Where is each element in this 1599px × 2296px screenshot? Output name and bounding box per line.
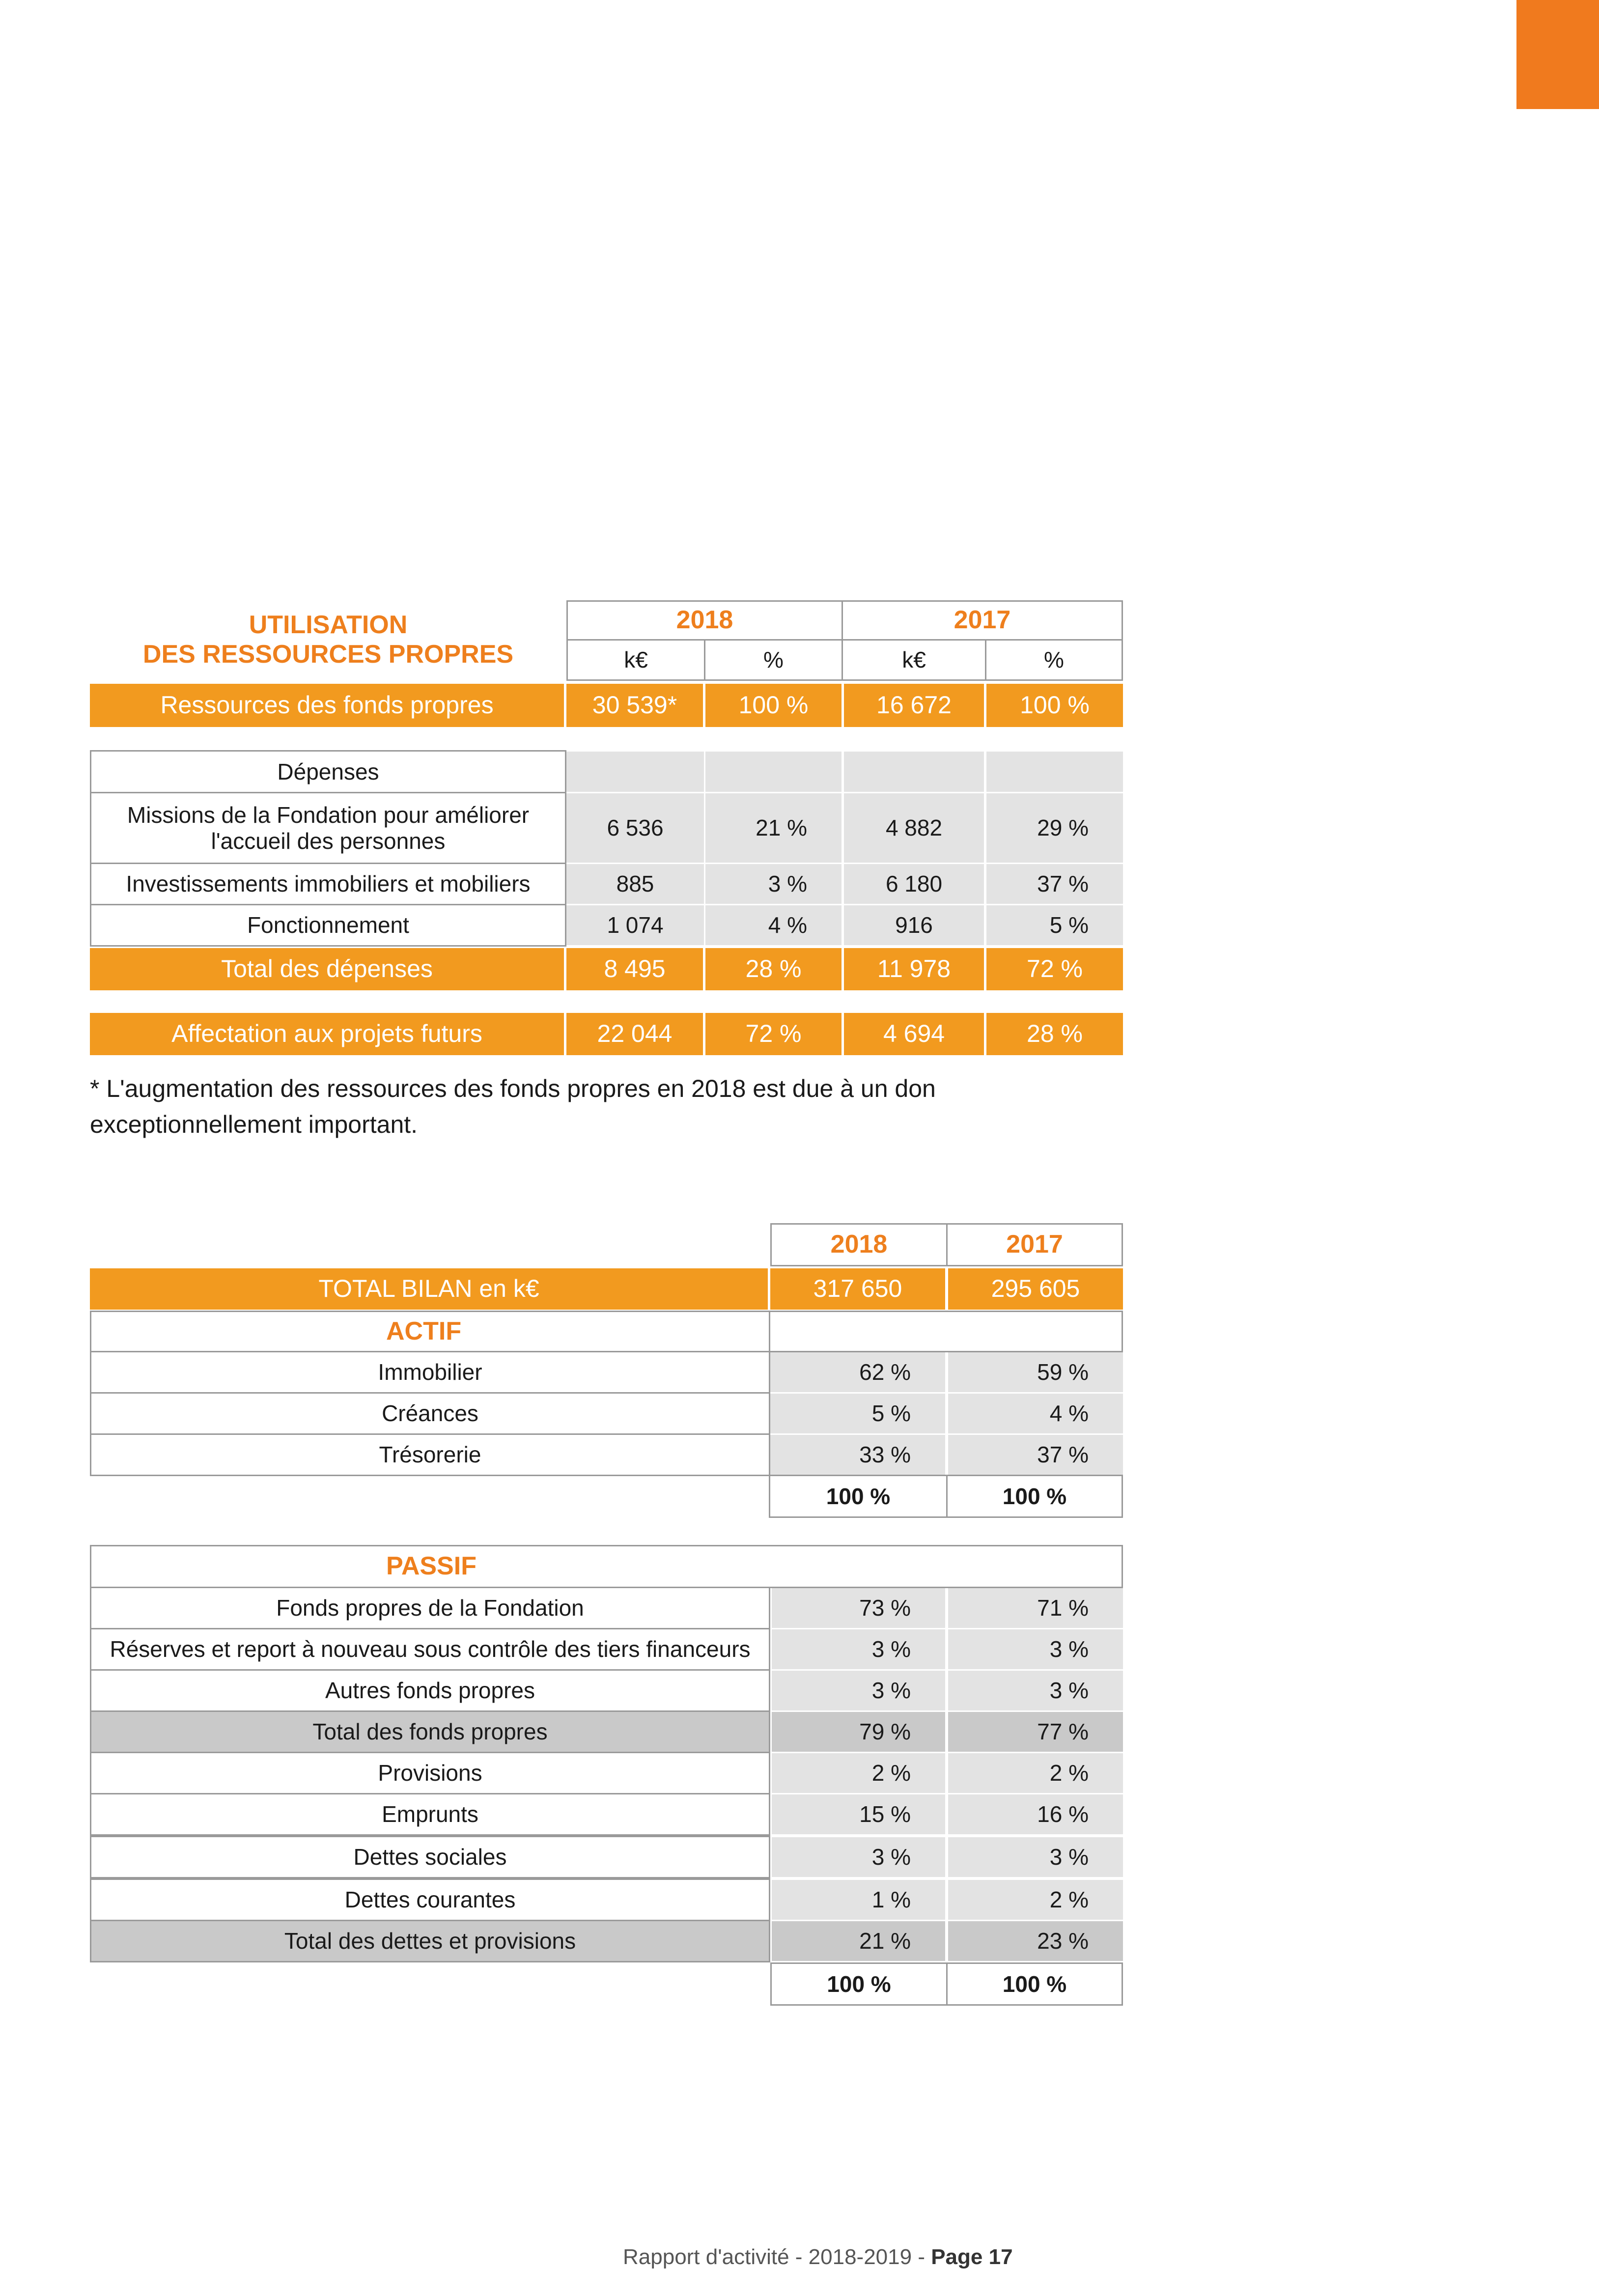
actif-title-fill: [769, 1311, 1123, 1352]
depenses-header-fill: [986, 752, 1123, 792]
unit-keur-2017: k€: [842, 639, 986, 681]
affectation-2017-keur: 4 694: [844, 1013, 984, 1055]
passif-row-value-2017: 3 %: [948, 1671, 1123, 1710]
passif-row-value-2018: 2 %: [772, 1753, 945, 1793]
depenses-header-fill: [844, 752, 984, 792]
passif-row-value-2018: 3 %: [772, 1837, 945, 1877]
utilisation-title-line2: DES RESSOURCES PROPRES: [142, 640, 514, 669]
passif-row-label: Provisions: [90, 1752, 770, 1794]
row-missions-2018-pct: 21 %: [705, 793, 842, 863]
page-footer: [623, 2245, 1013, 2269]
passif-row-value-2017: 3 %: [948, 1837, 1123, 1877]
row-missions-2018-keur: 6 536: [566, 793, 704, 863]
utilisation-title-line1: UTILISATION: [249, 610, 408, 639]
actif-row-immobilier-label: Immobilier: [90, 1351, 770, 1394]
depenses-header-fill: [705, 752, 842, 792]
row-missions-label: Missions de la Fondation pour améliorer l'accueil des personnes: [90, 792, 566, 864]
footnote: * L'augmentation des ressources des fonds propres en 2018 est due à un don exceptionnellement important.: [90, 1075, 936, 1138]
ressources-label: Ressources des fonds propres: [90, 684, 564, 727]
year-2018-header: 2018: [566, 600, 843, 641]
ressources-2017-pct: 100 %: [986, 684, 1123, 727]
bilan-year-2017: 2017: [946, 1223, 1123, 1266]
affectation-2018-pct: 72 %: [705, 1013, 842, 1055]
passif-row-label: Fonds propres de la Fondation: [90, 1587, 770, 1629]
affectation-2017-pct: 28 %: [986, 1013, 1123, 1055]
actif-row-creances-2017: 4 %: [948, 1394, 1123, 1433]
actif-row-tresorerie-2018: 33 %: [770, 1435, 945, 1475]
total-bilan-2017: 295 605: [948, 1268, 1123, 1310]
affectation-2018-keur: 22 044: [566, 1013, 703, 1055]
total-depenses-2017-pct: 72 %: [986, 948, 1123, 990]
passif-total-fonds-propres-2017: 77 %: [948, 1712, 1123, 1752]
row-investissements-label: Investissements immobiliers et mobiliers: [90, 863, 566, 905]
passif-sum-2017: 100 %: [946, 1962, 1123, 2006]
passif-row-value-2018: 1 %: [772, 1880, 945, 1920]
passif-row-value-2017: 16 %: [948, 1794, 1123, 1834]
depenses-header-fill: [566, 752, 704, 792]
row-investissements-2017-pct: 37 %: [986, 864, 1123, 904]
passif-title: PASSIF: [90, 1545, 1123, 1588]
actif-sum-2018: 100 %: [769, 1475, 948, 1518]
affectation-label: Affectation aux projets futurs: [90, 1013, 564, 1055]
actif-row-tresorerie-label: Trésorerie: [90, 1433, 770, 1476]
passif-row-value-2017: 71 %: [948, 1588, 1123, 1628]
row-investissements-2017-keur: 6 180: [844, 864, 984, 904]
actif-sum-2017: 100 %: [946, 1475, 1123, 1518]
row-investissements-2018-keur: 885: [566, 864, 704, 904]
ressources-2017-keur: 16 672: [844, 684, 984, 727]
row-fonctionnement-2018-keur: 1 074: [566, 905, 704, 945]
actif-row-immobilier-2018: 62 %: [770, 1352, 945, 1392]
row-fonctionnement-label: Fonctionnement: [90, 904, 566, 947]
row-fonctionnement-2018-pct: 4 %: [705, 905, 842, 945]
total-depenses-2017-keur: 11 978: [844, 948, 984, 990]
passif-row-value-2018: 15 %: [772, 1794, 945, 1834]
passif-row-label: Dettes courantes: [90, 1878, 770, 1921]
passif-row-label: Réserves et report à nouveau sous contrôle des tiers financeurs: [90, 1628, 770, 1671]
footer-text: Rapport d'activité - 2018-2019 -: [623, 2245, 931, 2269]
actif-row-immobilier-2017: 59 %: [948, 1352, 1123, 1392]
passif-sum-2018: 100 %: [770, 1962, 948, 2006]
actif-row-tresorerie-2017: 37 %: [948, 1435, 1123, 1475]
row-investissements-2018-pct: 3 %: [705, 864, 842, 904]
unit-pct-2018: %: [704, 639, 843, 681]
year-2017-header: 2017: [842, 600, 1123, 641]
total-bilan-label: TOTAL BILAN en k€: [90, 1268, 768, 1310]
bilan-year-2018: 2018: [770, 1223, 948, 1266]
total-depenses-2018-pct: 28 %: [705, 948, 842, 990]
passif-total-dettes-label: Total des dettes et provisions: [90, 1920, 770, 1962]
utilisation-title: [90, 612, 566, 668]
actif-row-creances-2018: 5 %: [770, 1394, 945, 1433]
passif-row-value-2017: 3 %: [948, 1629, 1123, 1669]
ressources-2018-keur: 30 539*: [566, 684, 703, 727]
passif-row-value-2018: 3 %: [772, 1629, 945, 1669]
row-missions-2017-pct: 29 %: [986, 793, 1123, 863]
passif-row-value-2017: 2 %: [948, 1880, 1123, 1920]
ressources-2018-pct: 100 %: [705, 684, 842, 727]
total-bilan-2018: 317 650: [770, 1268, 945, 1310]
passif-row-value-2018: 73 %: [772, 1588, 945, 1628]
passif-total-dettes-2018: 21 %: [772, 1921, 945, 1961]
row-fonctionnement-2017-pct: 5 %: [986, 905, 1123, 945]
depenses-header: Dépenses: [90, 750, 566, 793]
footer-page-number: Page 17: [931, 2245, 1013, 2269]
passif-total-fonds-propres-2018: 79 %: [772, 1712, 945, 1752]
passif-row-value-2017: 2 %: [948, 1753, 1123, 1793]
total-depenses-label: Total des dépenses: [90, 948, 564, 990]
passif-total-fonds-propres-label: Total des fonds propres: [90, 1710, 770, 1753]
row-missions-2017-keur: 4 882: [844, 793, 984, 863]
unit-pct-2017: %: [985, 639, 1123, 681]
row-fonctionnement-2017-keur: 916: [844, 905, 984, 945]
passif-row-label: Dettes sociales: [90, 1836, 770, 1878]
actif-title: ACTIF: [90, 1311, 770, 1352]
passif-total-dettes-2017: 23 %: [948, 1921, 1123, 1961]
passif-row-label: Emprunts: [90, 1793, 770, 1836]
passif-row-value-2018: 3 %: [772, 1671, 945, 1710]
passif-row-label: Autres fonds propres: [90, 1669, 770, 1712]
actif-row-creances-label: Créances: [90, 1392, 770, 1435]
orange-corner-tab: [1516, 0, 1599, 109]
total-depenses-2018-keur: 8 495: [566, 948, 703, 990]
unit-keur-2018: k€: [566, 639, 705, 681]
